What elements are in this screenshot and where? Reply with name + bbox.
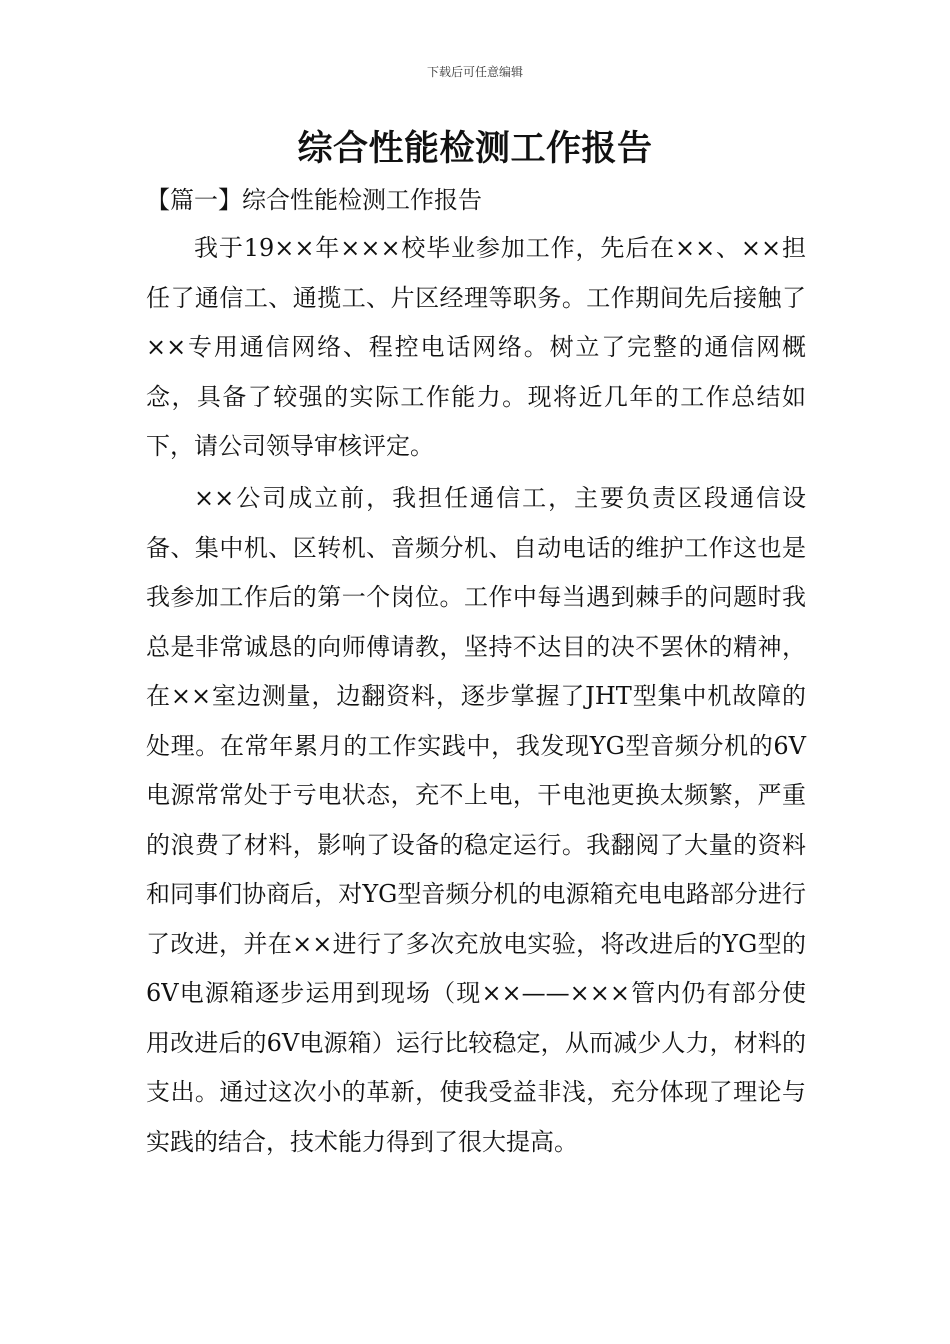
document-title: 综合性能检测工作报告 bbox=[297, 129, 653, 169]
body-paragraph-1: 我于19××年×××校毕业参加工作，先后在××、××担任了通信工、通揽工、片区经理等职务。工作期间先后接触了××专用通信网络、程控电话网络。树立了完整的通信网概念，具备了较强的实际工作能力。现将近几年的工作总结如下，请公司领导审核评定。 bbox=[146, 234, 806, 460]
header-note: 下载后可任意编辑 bbox=[426, 65, 523, 79]
section-heading: 【篇一】综合性能检测工作报告 bbox=[146, 186, 482, 214]
body-paragraph-2: ××公司成立前，我担任通信工，主要负责区段通信设备、集中机、区转机、音频分机、自动电话的维护工作这也是我参加工作后的第一个岗位。工作中每当遇到棘手的问题时我总是非常诚恳的向师傅请教，坚持不达目的决不罢休的精神，在××室边测量，边翻资料，逐步掌握了JHT型集中机故障的处理。在常年累月的工作实践中，我发现YG型音频分机的6V电源常常处于亏电状态，充不上电，干电池更换太频繁，严重的浪费了材料，影响了设备的稳定运行。我翻阅了大量的资料和同事们协商后，对YG型音频分机的电源箱充电电路部分进行了改进，并在××进行了多次充放电实验，将改进后的YG型的6V电源箱逐步运用到现场（现××——×××管内仍有部分使用改进后的6V电源箱）运行比较稳定，从而减少人力，材料的支出。通过这次小的革新，使我受益非浅，充分体现了理论与实践的结合，技术能力得到了很大提高。 bbox=[146, 484, 806, 1156]
